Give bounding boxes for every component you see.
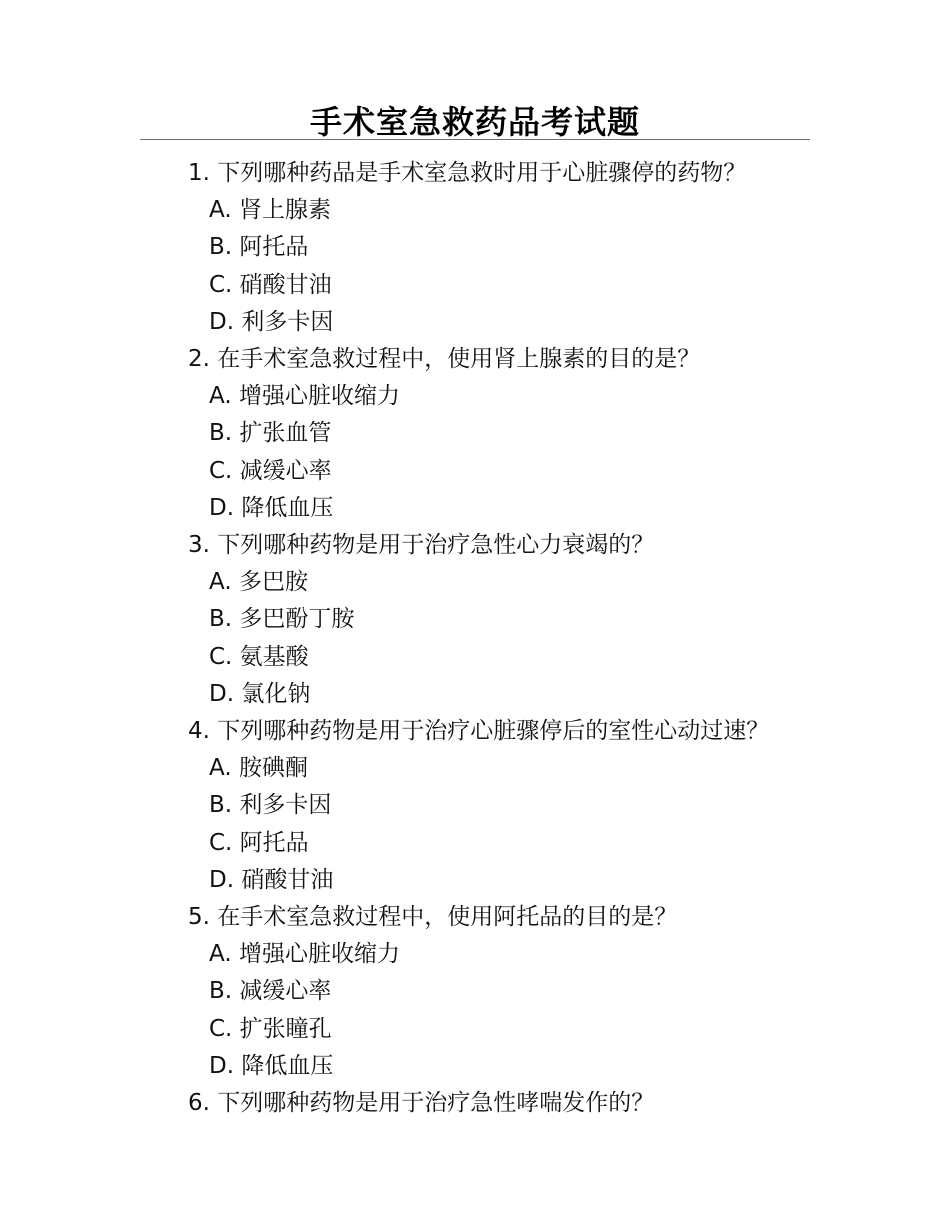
option-b: B. 多巴酚丁胺 (209, 606, 355, 633)
option-list (188, 378, 888, 527)
option-c: C. 阿托品 (209, 829, 309, 856)
option-d: D. 利多卡因 (209, 308, 334, 335)
option-d: D. 氯化钠 (209, 680, 311, 707)
option-b: B. 阿托品 (209, 234, 309, 261)
question-3 (188, 527, 888, 713)
option-a: A. 肾上腺素 (209, 197, 331, 224)
option-c: C. 减缓心率 (209, 457, 332, 484)
question-text: 4. 下列哪种药物是用于治疗心脏骤停后的室性心动过速？ (188, 718, 770, 745)
option-a: A. 胺碘酮 (209, 755, 308, 782)
title-underline (140, 139, 810, 140)
option-c: C. 扩张瞳孔 (209, 1015, 332, 1042)
option-b: B. 减缓心率 (209, 978, 332, 1005)
option-list (188, 936, 888, 1085)
option-b: B. 利多卡因 (209, 792, 332, 819)
question-text: 5. 在手术室急救过程中，使用阿托品的目的是？ (188, 904, 678, 931)
question-2 (188, 341, 888, 527)
option-a: A. 增强心脏收缩力 (209, 941, 400, 968)
question-6 (188, 1085, 888, 1122)
question-1 (188, 155, 888, 341)
question-list (188, 155, 888, 1122)
question-text: 2. 在手术室急救过程中，使用肾上腺素的目的是？ (188, 346, 701, 373)
option-d: D. 降低血压 (209, 494, 334, 521)
option-list (188, 192, 888, 341)
question-text: 3. 下列哪种药物是用于治疗急性心力衰竭的？ (188, 532, 655, 559)
option-c: C. 硝酸甘油 (209, 271, 332, 298)
option-list (188, 564, 888, 713)
option-a: A. 增强心脏收缩力 (209, 383, 400, 410)
option-d: D. 硝酸甘油 (209, 866, 334, 893)
question-4 (188, 713, 888, 899)
question-5 (188, 899, 888, 1085)
option-c: C. 氨基酸 (209, 643, 309, 670)
option-b: B. 扩张血管 (209, 420, 332, 447)
option-d: D. 降低血压 (209, 1052, 334, 1079)
question-text: 6. 下列哪种药物是用于治疗急性哮喘发作的？ (188, 1090, 655, 1117)
question-text: 1. 下列哪种药品是手术室急救时用于心脏骤停的药物？ (188, 160, 747, 186)
option-a: A. 多巴胺 (209, 569, 308, 596)
page-title: 手术室急救药品考试题 (309, 103, 640, 141)
option-list (188, 750, 888, 899)
